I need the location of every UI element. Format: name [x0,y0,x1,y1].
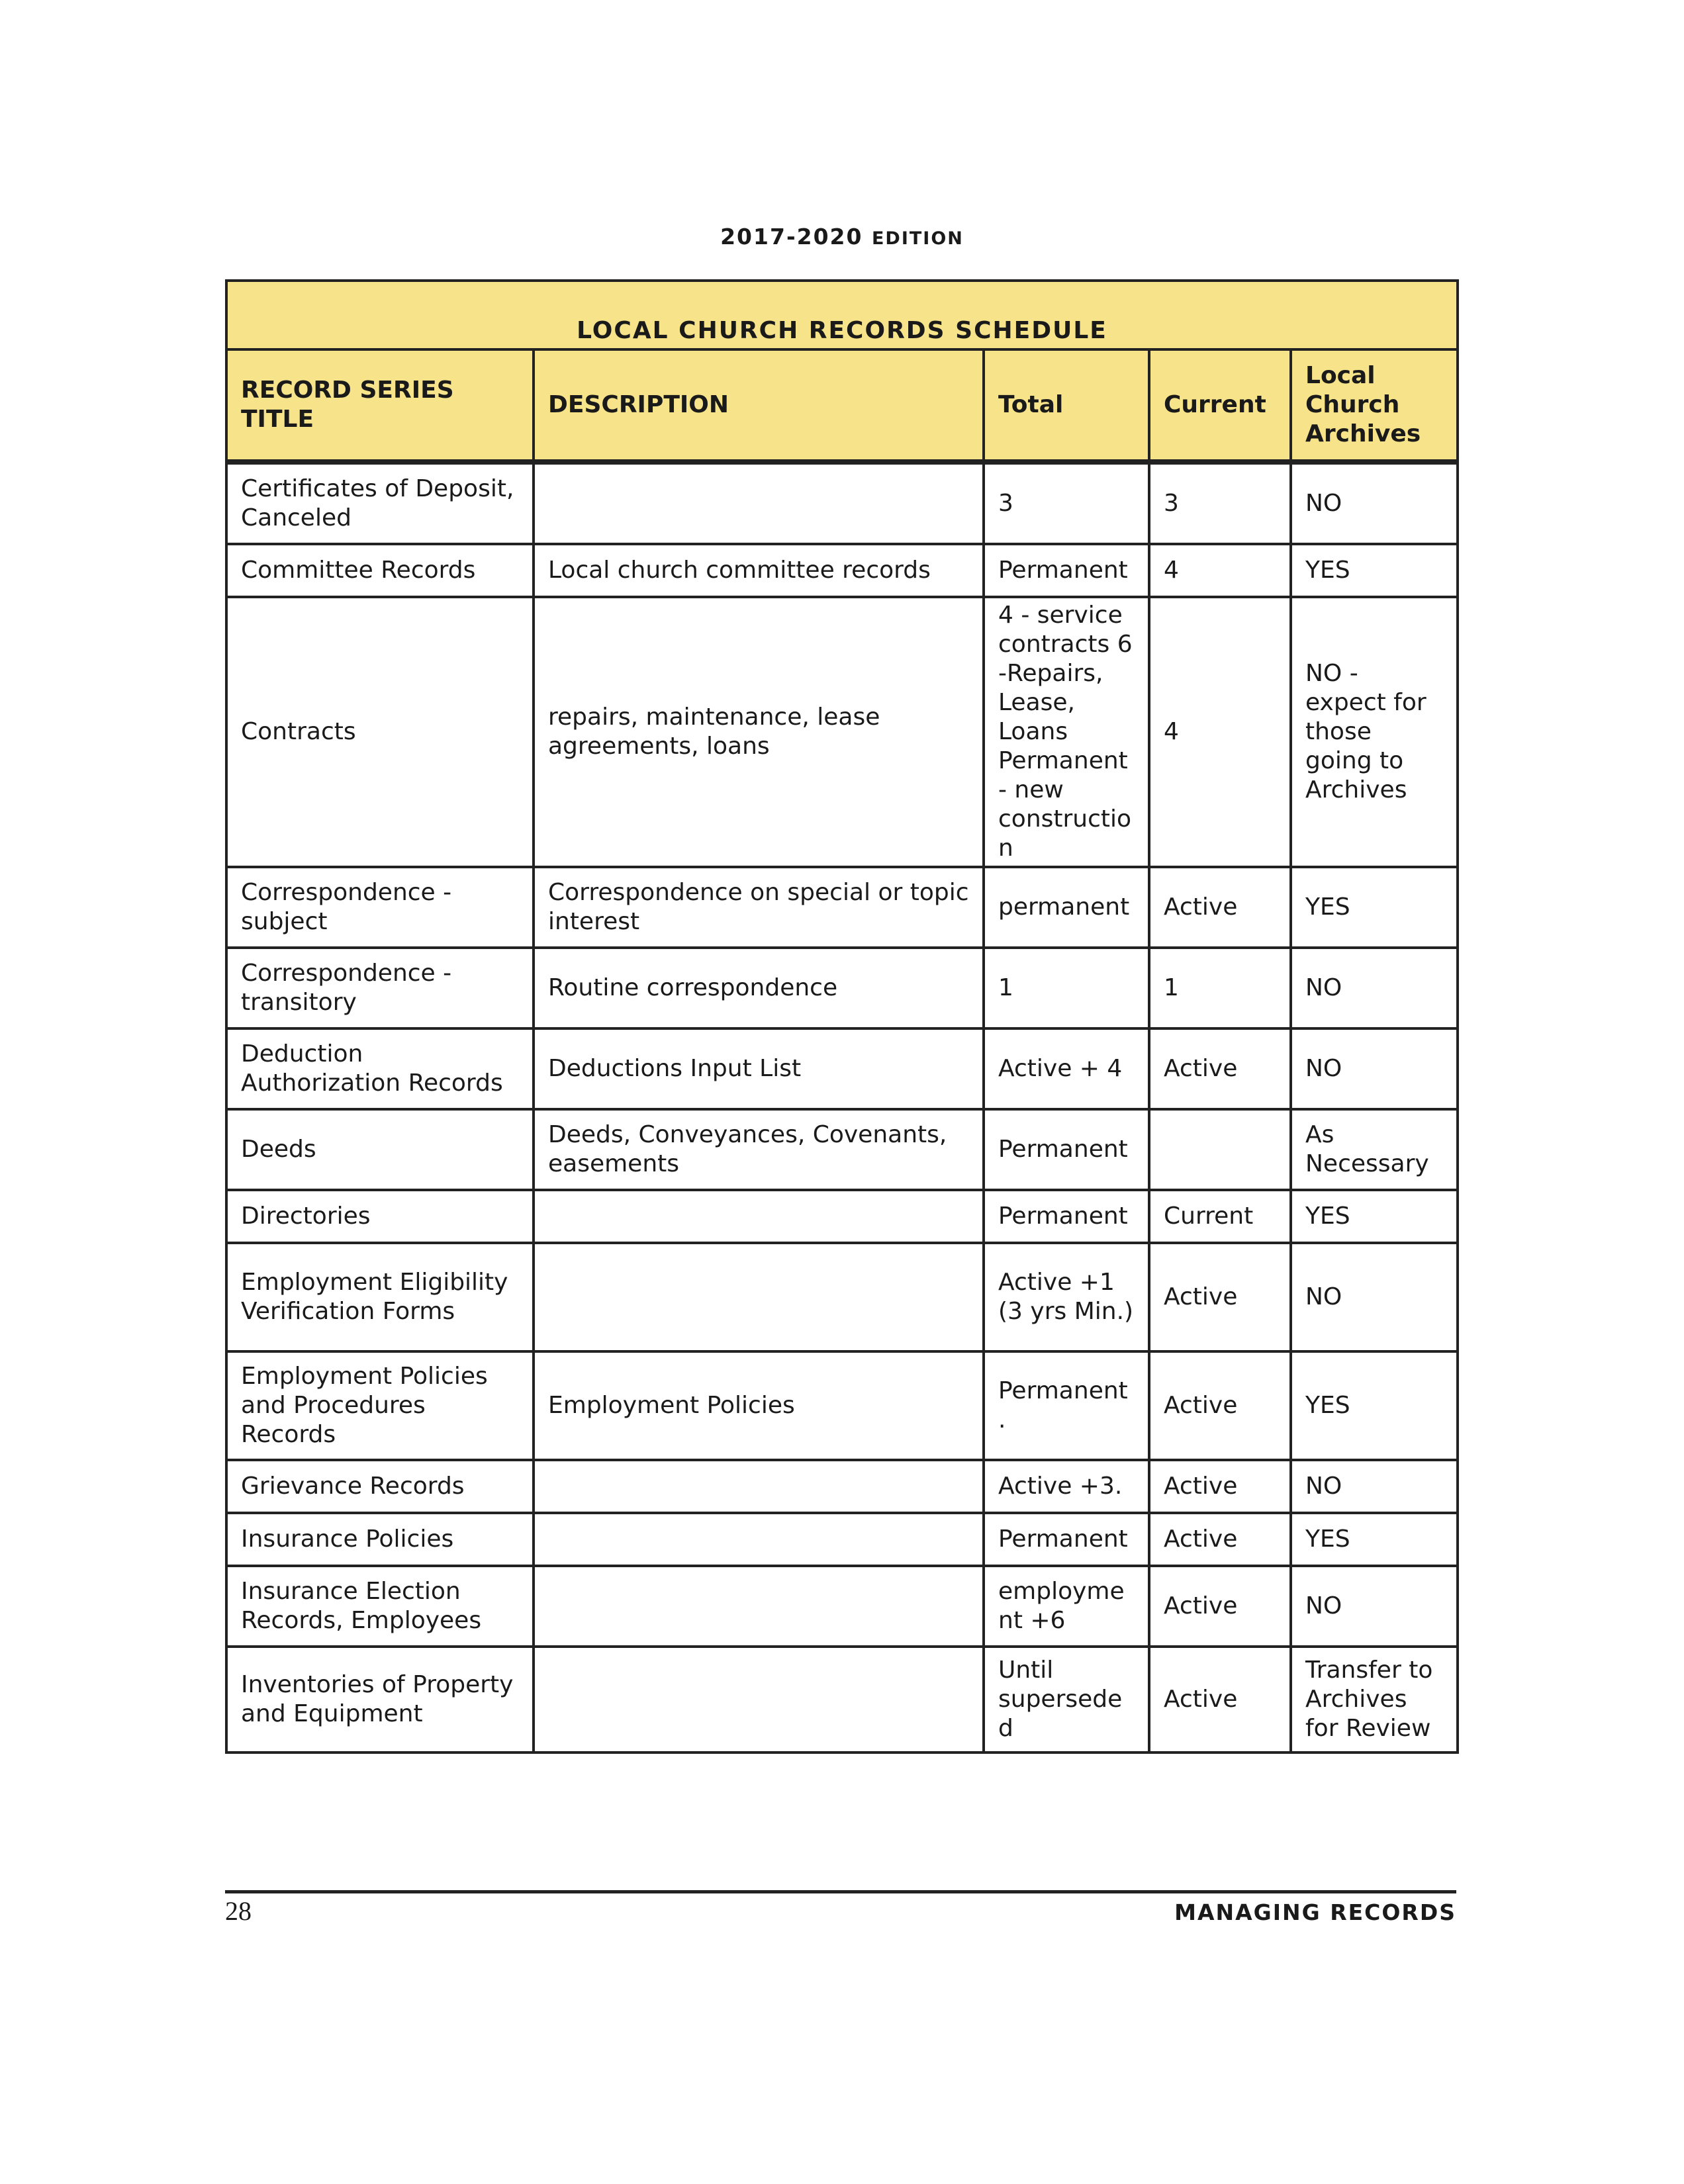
table-row [226,1028,1458,1109]
table-row [226,1351,1458,1460]
cell-total: Permanent [984,1190,1149,1243]
table-row [226,1190,1458,1243]
cell-current: Active [1149,867,1291,948]
cell-archives: Transfer to Archives for Review [1291,1647,1458,1752]
cell-current: Active [1149,1566,1291,1647]
cell-title: Certificates of Deposit, Canceled [226,462,534,544]
cell-current: Active [1149,1243,1291,1351]
cell-description: Deeds, Conveyances, Covenants, easements [534,1109,984,1190]
cell-total: Until supersede d [984,1647,1149,1752]
cell-title: Correspondence - subject [226,867,534,948]
cell-title: Insurance Election Records, Employees [226,1566,534,1647]
cell-archives: NO [1291,462,1458,544]
cell-description: Routine correspondence [534,948,984,1028]
page-number: 28 [225,1896,252,1926]
cell-total: Permanent [984,544,1149,597]
cell-total: employme nt +6 [984,1566,1149,1647]
footer-rule [225,1890,1456,1893]
cell-total: 4 - service contracts 6 -Repairs, Lease, Loans Permanent - new constructio n [984,597,1149,867]
cell-total: Permanent [984,1109,1149,1190]
table-body [226,462,1458,1752]
header-current: Current [1149,349,1291,462]
cell-current: Active [1149,1647,1291,1752]
cell-archives: NO [1291,948,1458,1028]
cell-archives: NO - expect for those going to Archives [1291,597,1458,867]
cell-description [534,1190,984,1243]
table-row [226,948,1458,1028]
cell-title: Deduction Authorization Records [226,1028,534,1109]
cell-archives: NO [1291,1028,1458,1109]
cell-current: Active [1149,1028,1291,1109]
cell-description [534,1566,984,1647]
cell-title: Grievance Records [226,1460,534,1513]
cell-title: Correspondence - transitory [226,948,534,1028]
cell-total: Active +1 (3 yrs Min.) [984,1243,1149,1351]
section-name: MANAGING RECORDS [1174,1899,1456,1925]
table-title: LOCAL CHURCH RECORDS SCHEDULE [226,281,1458,349]
cell-current: 4 [1149,544,1291,597]
cell-current: Active [1149,1460,1291,1513]
table-row [226,544,1458,597]
cell-title: Employment Eligibility Verification Forms [226,1243,534,1351]
cell-title: Committee Records [226,544,534,597]
cell-description [534,1243,984,1351]
records-schedule-table [225,279,1459,1754]
header-description: DESCRIPTION [534,349,984,462]
cell-total: 3 [984,462,1149,544]
cell-description: Employment Policies [534,1351,984,1460]
header-total: Total [984,349,1149,462]
table-row [226,462,1458,544]
cell-total: Permanent . [984,1351,1149,1460]
table-row [226,1566,1458,1647]
cell-description [534,1513,984,1566]
cell-title: Inventories of Property and Equipment [226,1647,534,1752]
cell-archives: NO [1291,1243,1458,1351]
cell-description [534,1647,984,1752]
cell-total: Active +3. [984,1460,1149,1513]
cell-description: repairs, maintenance, lease agreements, loans [534,597,984,867]
table-row [226,1513,1458,1566]
cell-total: 1 [984,948,1149,1028]
table-row [226,597,1458,867]
cell-title: Insurance Policies [226,1513,534,1566]
cell-current: 1 [1149,948,1291,1028]
cell-title: Contracts [226,597,534,867]
cell-title: Employment Policies and Procedures Records [226,1351,534,1460]
cell-current [1149,1109,1291,1190]
cell-current: Active [1149,1513,1291,1566]
table-row [226,1243,1458,1351]
edition-year: 2017-2020 [720,224,863,250]
cell-archives: NO [1291,1460,1458,1513]
cell-description [534,1460,984,1513]
table-row [226,1460,1458,1513]
cell-archives: YES [1291,1513,1458,1566]
header-archives: Local Church Archives [1291,349,1458,462]
cell-archives: YES [1291,867,1458,948]
cell-total: permanent [984,867,1149,948]
edition-heading [0,224,1684,250]
cell-archives: YES [1291,1190,1458,1243]
cell-total: Active + 4 [984,1028,1149,1109]
cell-title: Deeds [226,1109,534,1190]
cell-current: Current [1149,1190,1291,1243]
cell-archives: As Necessary [1291,1109,1458,1190]
table-row [226,1109,1458,1190]
cell-archives: YES [1291,1351,1458,1460]
cell-description: Deductions Input List [534,1028,984,1109]
cell-title: Directories [226,1190,534,1243]
cell-current: Active [1149,1351,1291,1460]
cell-description [534,462,984,544]
cell-description: Correspondence on special or topic interest [534,867,984,948]
cell-archives: YES [1291,544,1458,597]
header-record-series: RECORD SERIES TITLE [226,349,534,462]
edition-label: EDITION [871,228,964,249]
table-row [226,867,1458,948]
table-header-row [226,349,1458,462]
cell-current: 3 [1149,462,1291,544]
cell-total: Permanent [984,1513,1149,1566]
cell-description: Local church committee records [534,544,984,597]
table-row [226,1647,1458,1752]
cell-archives: NO [1291,1566,1458,1647]
cell-current: 4 [1149,597,1291,867]
